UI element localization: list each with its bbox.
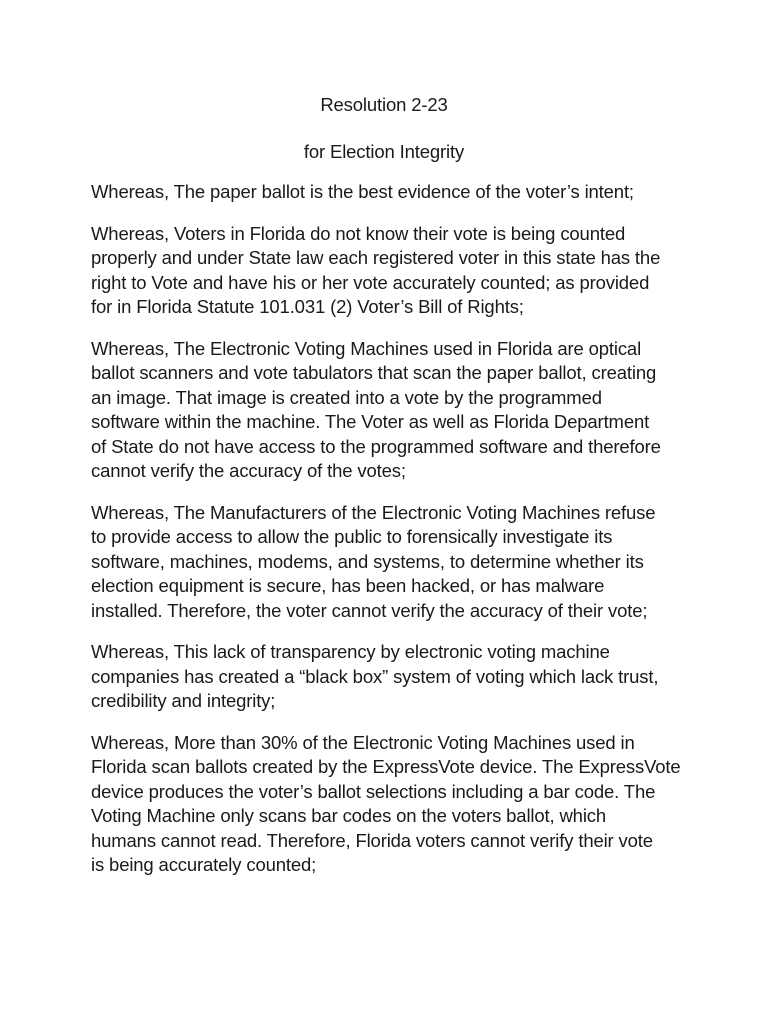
text-line: installed. Therefore, the voter cannot verify the accuracy of their vote;	[91, 599, 648, 621]
text-line: humans cannot read. Therefore, Florida voters cannot verify their vote	[91, 829, 653, 851]
paragraph	[91, 337, 681, 484]
text-line: is being accurately counted;	[91, 854, 317, 875]
text-line: Whereas, This lack of transparency by electronic voting machine	[91, 641, 610, 662]
document-body	[91, 180, 681, 895]
text-line: properly and under State law each registered voter in this state has the	[91, 247, 661, 268]
text-line: ballot scanners and vote tabulators that scan the paper ballot, creating	[91, 362, 657, 383]
text-line: Whereas, More than 30% of the Electronic Voting Machines used in	[91, 731, 635, 753]
text-line: software, machines, modems, and systems, to determine whether its	[91, 550, 644, 572]
text-line: to provide access to allow the public to forensically investigate its	[91, 526, 613, 547]
paragraph	[91, 180, 681, 205]
text-line: Whereas, Voters in Florida do not know their vote is being counted	[91, 222, 626, 244]
paragraph	[91, 501, 681, 624]
paragraph	[91, 222, 681, 320]
text-line: for in Florida Statute 101.031 (2) Voter’s Bill of Rights;	[91, 296, 524, 317]
paragraph	[91, 640, 681, 714]
text-line: software within the machine. The Voter as well as Florida Department	[91, 411, 650, 432]
text-line: Whereas, The Electronic Voting Machines used in Florida are optical	[91, 337, 642, 359]
text-line: credibility and integrity;	[91, 690, 276, 711]
paragraph	[91, 731, 681, 878]
text-line: cannot verify the accuracy of the votes;	[91, 460, 406, 481]
text-line: right to Vote and have his or her vote accurately counted; as provided	[91, 271, 650, 293]
text-line: companies has created a “black box” system of voting which lack trust,	[91, 665, 659, 687]
document-title: Resolution 2-23	[320, 94, 448, 115]
text-line: election equipment is secure, has been hacked, or has malware	[91, 575, 605, 596]
document-subtitle: for Election Integrity	[303, 141, 465, 162]
text-line: Whereas, The paper ballot is the best evidence of the voter’s intent;	[91, 181, 634, 202]
text-line: of State do not have access to the programmed software and therefore	[91, 435, 661, 457]
text-line: Whereas, The Manufacturers of the Electronic Voting Machines refuse	[91, 501, 656, 523]
text-line: device produces the voter’s ballot selections including a bar code. The	[91, 780, 656, 802]
text-line: Florida scan ballots created by the ExpressVote device. The ExpressVote	[91, 756, 681, 777]
text-line: an image. That image is created into a vote by the programmed	[91, 386, 602, 408]
text-line: Voting Machine only scans bar codes on the voters ballot, which	[91, 805, 607, 826]
